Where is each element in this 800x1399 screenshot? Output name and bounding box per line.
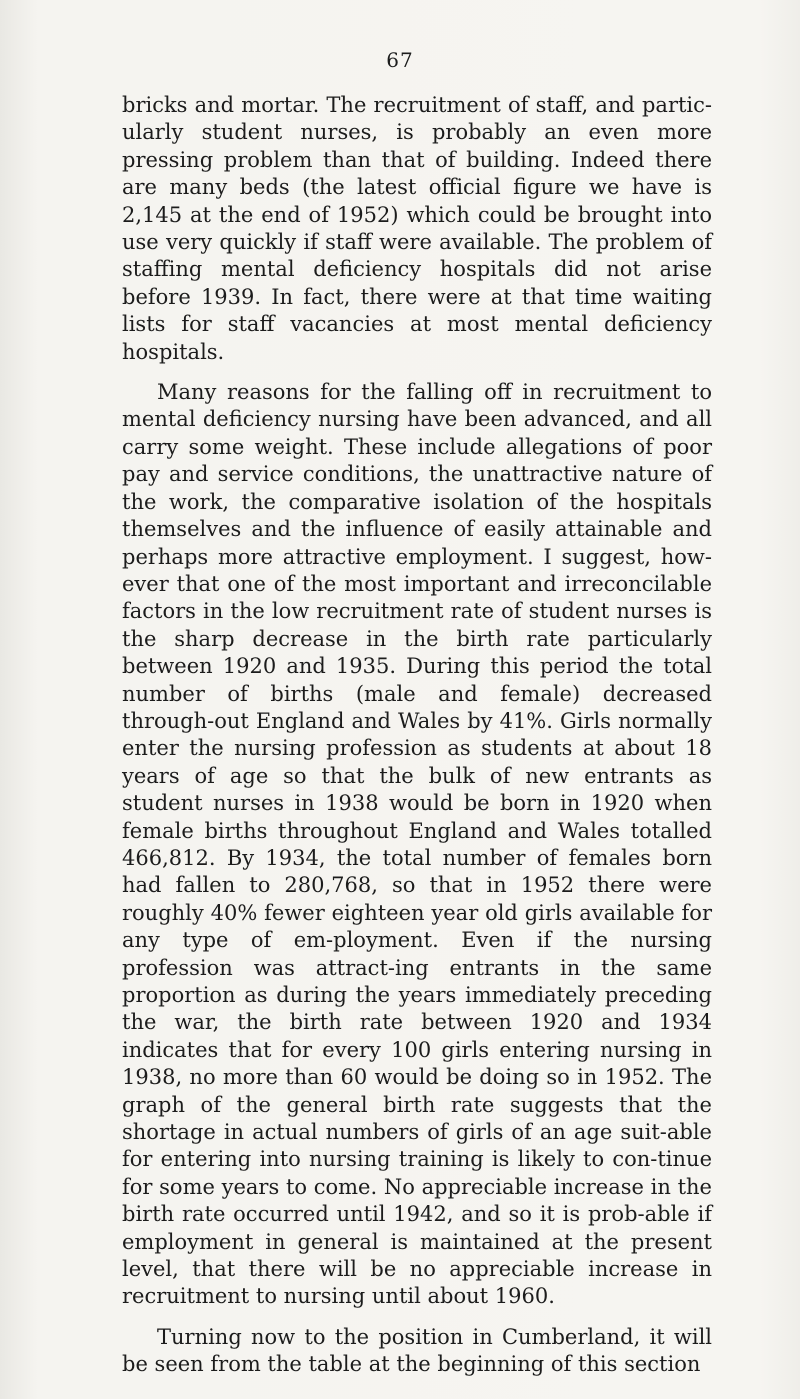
paragraph-staff-recruitment: bricks and mortar. The recruitment of staff, and partic-ularly student nurses, is probably an even more pressing problem than that of building. Indeed there are many beds (the latest official figure we have is 2,145 at the end of 1952) which could be brought into use very quickly if staff were available. The problem of staffing mental deficiency hospitals did not arise before 1939. In fact, there were at that time waiting lists for staff vacancies at most mental deficiency hospitals. [122,93,712,364]
paragraph-cumberland: Turning now to the position in Cumberland, it will be seen from the table at the beginning of this section [122,1324,712,1377]
body-text [122,92,712,1379]
paragraph-birth-rate: Many reasons for the falling off in recruitment to mental deficiency nursing have been advanced, and all carry some weight. These include allegations of poor pay and service conditions, the unattractive nature of the work, the comparative isolation of the hospitals themselves and the influence of easily attainable and perhaps more attractive employment. I suggest, how-ever that one of the most important and irreconcilable factors in the low recruitment rate of student nurses is the sharp decrease in the birth rate particularly between 1920 and 1935. During this period the total number of births (male and female) decreased through-out England and Wales by 41%. Girls normally enter the nursing profession as students at about 18 years of age so that the bulk of new entrants as student nurses in 1938 would be born in 1920 when female births throughout England and Wales totalled 466,812. By 1934, the total number of females born had fallen to 280,768, so that in 1952 there were roughly 40% fewer eighteen year old girls available for any type of em-ployment. Even if the nursing profession was attract-ing entrants in the same proportion as during the years immediately preceding the war, the birth rate between 1920 and 1934 indicates that for every 100 girls entering nursing in 1938, no more than 60 would be doing so in 1952. The graph of the general birth rate suggests that the shortage in actual numbers of girls of an age suit-able for entering into nursing training is likely to con-tinue for some years to come. No appreciable increase in the birth rate occurred until 1942, and so it is prob-able if employment in general is maintained at the present level, that there will be no appreciable increase in recruitment to nursing until about 1960. [122,380,712,1309]
page-number: 67 [386,48,414,72]
